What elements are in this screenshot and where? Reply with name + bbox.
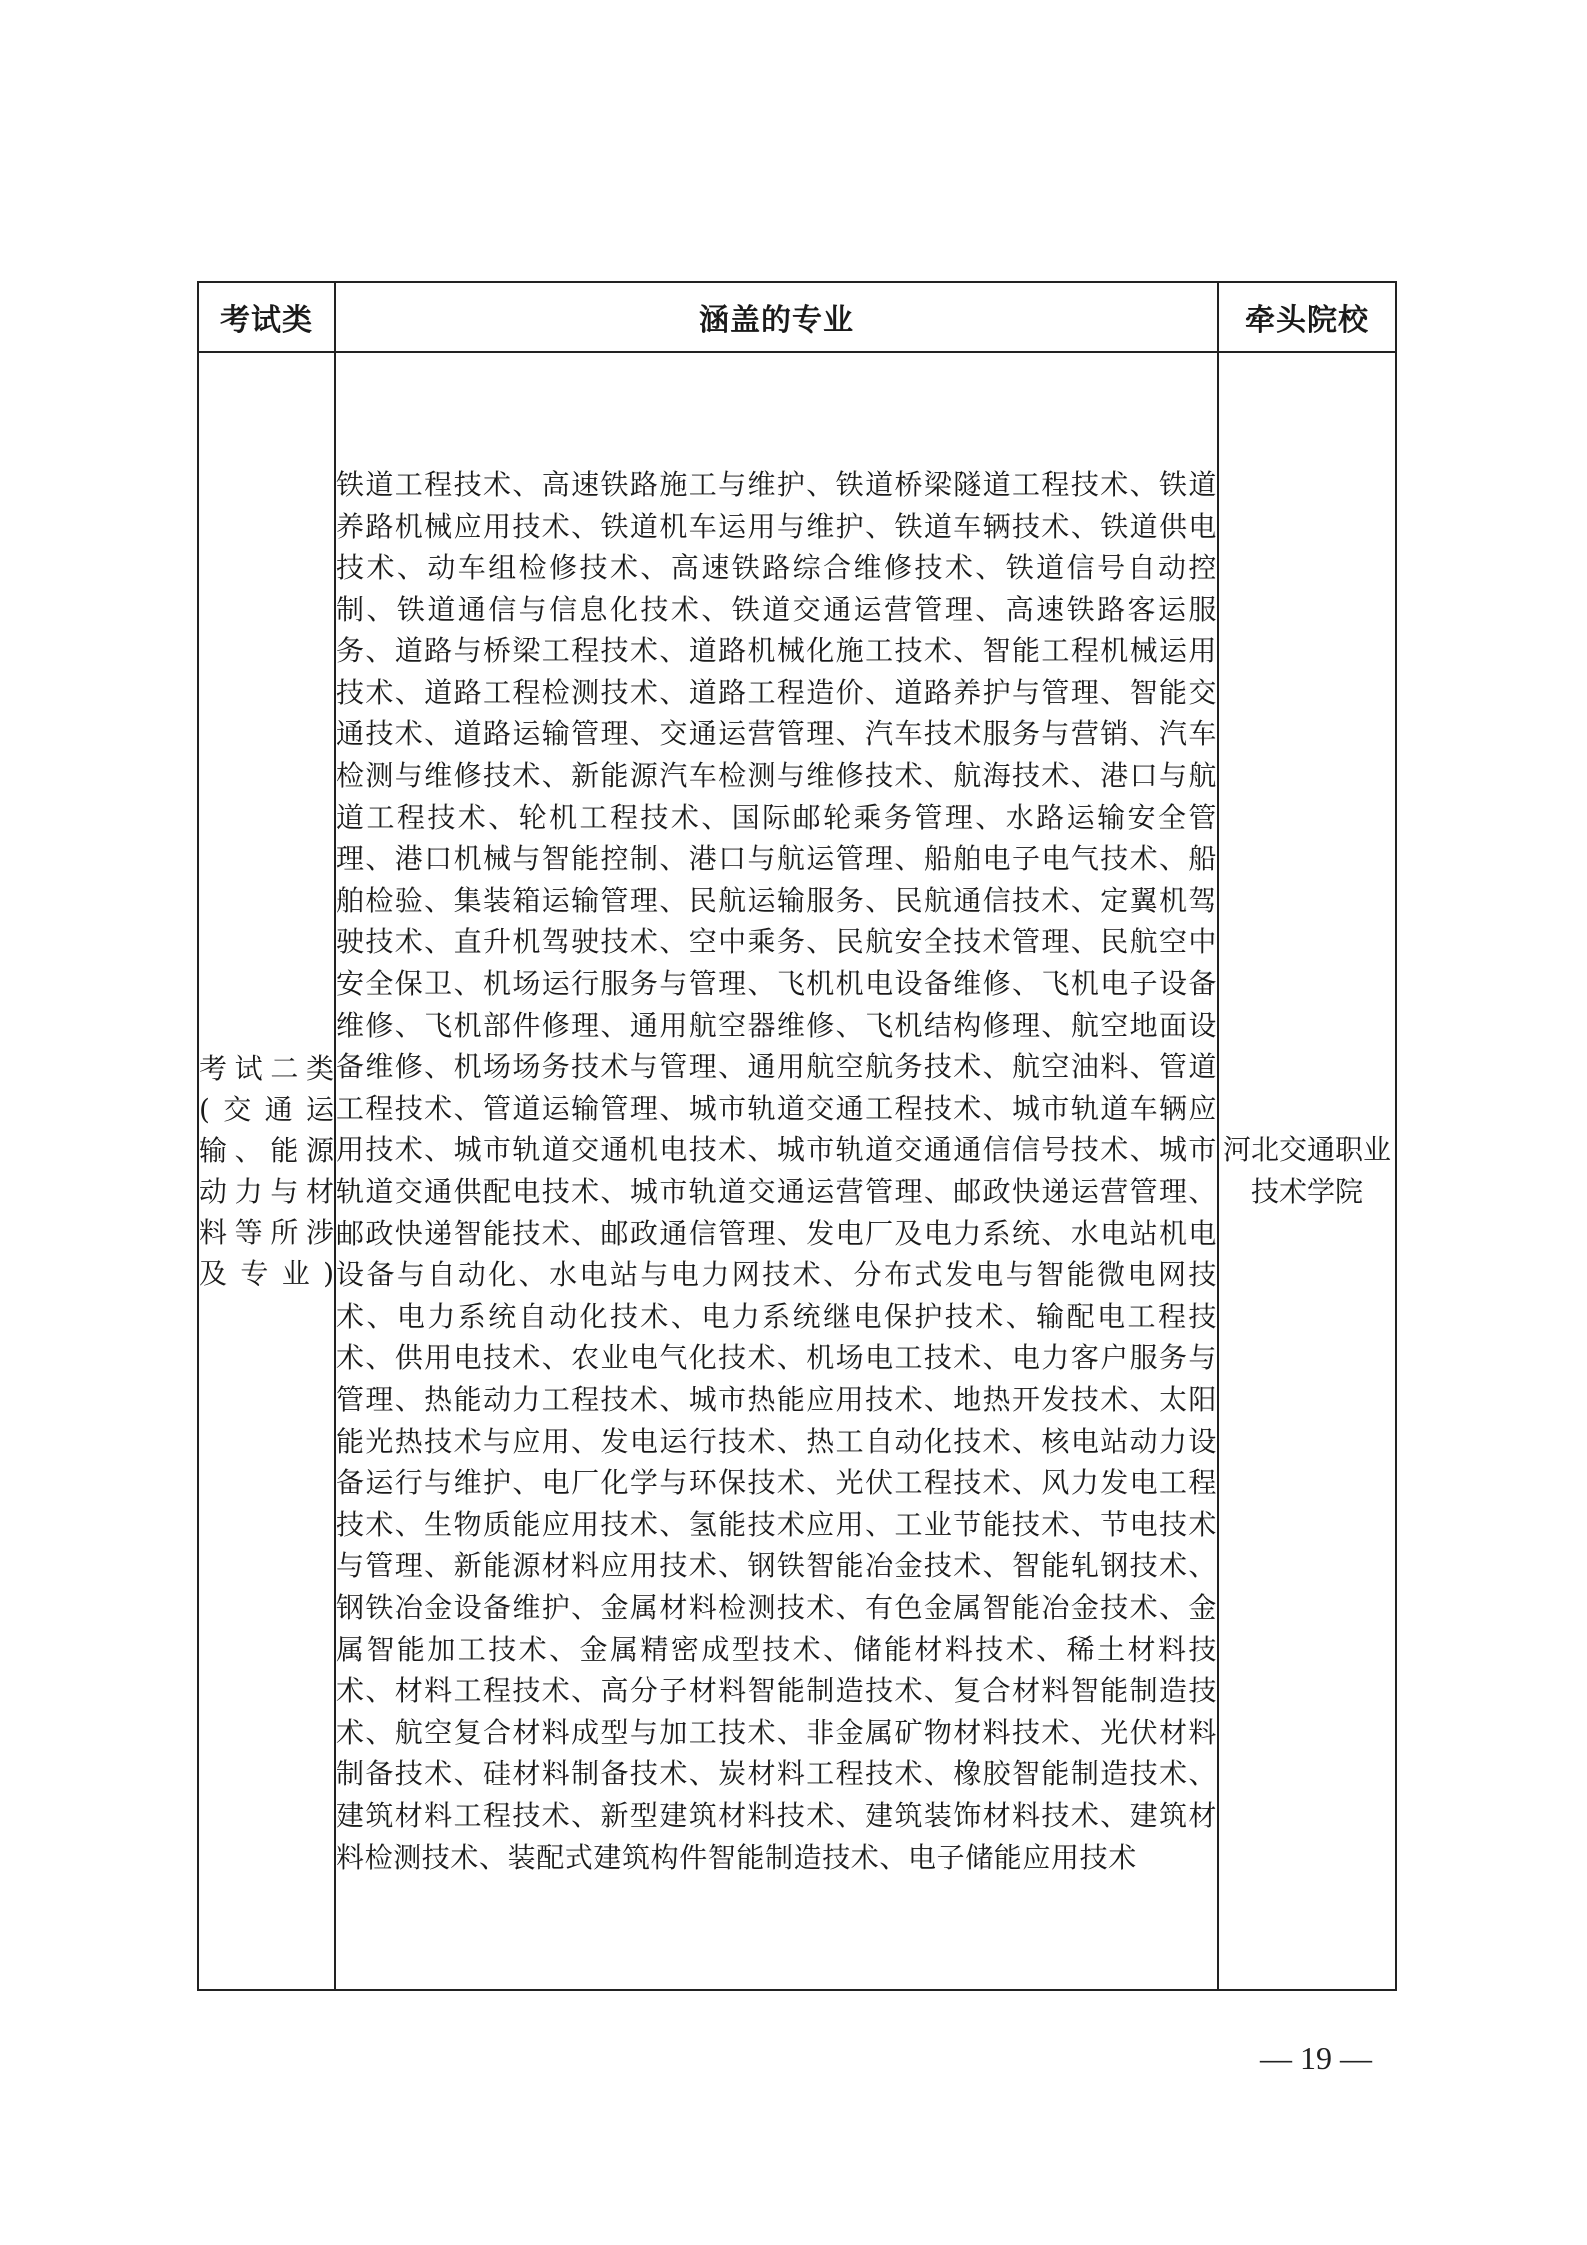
header-category: 考试类 — [198, 282, 335, 352]
majors-table — [197, 281, 1397, 1991]
majors-cell: 铁道工程技术、高速铁路施工与维护、铁道桥梁隧道工程技术、铁道养路机械应用技术、铁道机车运用与维护、铁道车辆技术、铁道供电技术、动车组检修技术、高速铁路综合维修技术、铁道信号自动控制、铁道通信与信息化技术、铁道交通运营管理、高速铁路客运服务、道路与桥梁工程技术、道路机械化施工技术、智能工程机械运用技术、道路工程检测技术、道路工程造价、道路养护与管理、智能交通技术、道路运输管理、交通运营管理、汽车技术服务与营销、汽车检测与维修技术、新能源汽车检测与维修技术、航海技术、港口与航道工程技术、轮机工程技术、国际邮轮乘务管理、水路运输安全管理、港口机械与智能控制、港口与航运管理、船舶电子电气技术、船舶检验、集装箱运输管理、民航运输服务、民航通信技术、定翼机驾驶技术、直升机驾驶技术、空中乘务、民航安全技术管理、民航空中安全保卫、机场运行服务与管理、飞机机电设备维修、飞机电子设备维修、飞机部件修理、通用航空器维修、飞机结构修理、航空地面设备维修、机场场务技术与管理、通用航空航务技术、航空油料、管道工程技术、管道运输管理、城市轨道交通工程技术、城市轨道车辆应用技术、城市轨道交通机电技术、城市轨道交通通信信号技术、城市轨道交通供配电技术、城市轨道交通运营管理、邮政快递运营管理、邮政快递智能技术、邮政通信管理、发电厂及电力系统、水电站机电设备与自动化、水电站与电力网技术、分布式发电与智能微电网技术、电力系统自动化技术、电力系统继电保护技术、输配电工程技术、供用电技术、农业电气化技术、机场电工技术、电力客户服务与管理、热能动力工程技术、城市热能应用技术、地热开发技术、太阳能光热技术与应用、发电运行技术、热工自动化技术、核电站动力设备运行与维护、电厂化学与环保技术、光伏工程技术、风力发电工程技术、生物质能应用技术、氢能技术应用、工业节能技术、节电技术与管理、新能源材料应用技术、钢铁智能冶金技术、智能轧钢技术、钢铁冶金设备维护、金属材料检测技术、有色金属智能冶金技术、金属智能加工技术、金属精密成型技术、储能材料技术、稀土材料技术、材料工程技术、高分子材料智能制造技术、复合材料智能制造技术、航空复合材料成型与加工技术、非金属矿物材料技术、光伏材料制备技术、硅材料制备技术、炭材料工程技术、橡胶智能制造技术、建筑材料工程技术、新型建筑材料技术、建筑装饰材料技术、建筑材料检测技术、装配式建筑构件智能制造技术、电子储能应用技术 — [335, 352, 1218, 1990]
page-number: — 19 — — [1260, 2040, 1372, 2076]
lead-school-cell: 河北交通职业技术学院 — [1218, 352, 1396, 1990]
header-lead-school: 牵头院校 — [1218, 282, 1396, 352]
table-row — [198, 352, 1396, 1990]
header-majors: 涵盖的专业 — [335, 282, 1218, 352]
category-cell: 考试二类(交通运输、能源动力与材料等所涉及专业) — [198, 352, 335, 1990]
table-header-row — [198, 282, 1396, 352]
